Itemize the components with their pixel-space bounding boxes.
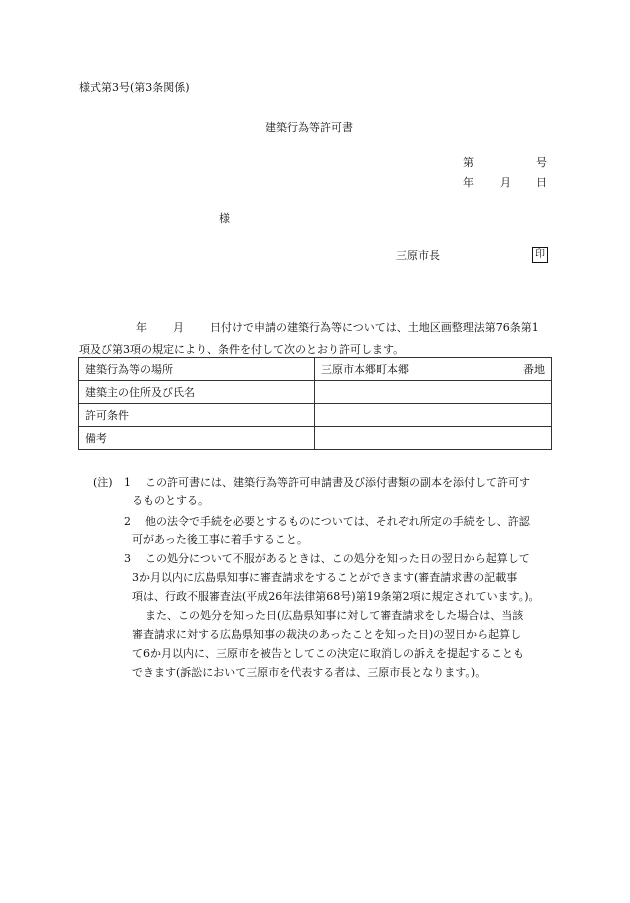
permit-info-table	[78, 357, 552, 450]
row-value	[315, 358, 552, 381]
addressee-honorific: 様	[219, 212, 230, 225]
table-row	[79, 427, 552, 450]
row-value	[315, 381, 552, 404]
issuer-mayor: 三原市長	[396, 249, 440, 262]
row-value	[315, 404, 552, 427]
row-value	[315, 427, 552, 450]
note-line: この処分について不服があるときは、この処分を知った日の翌日から起算して	[145, 552, 530, 565]
body-year-label: 年	[136, 321, 147, 334]
row-label: 建築主の住所及び氏名	[79, 381, 315, 404]
body-month-label: 月	[173, 321, 184, 334]
row-label: 建築行為等の場所	[79, 358, 315, 381]
number-dai-label: 第	[463, 156, 474, 169]
notes-heading: (注)	[93, 476, 113, 489]
number-go-label: 号	[536, 156, 547, 169]
note-number: 3	[124, 552, 131, 565]
table-row	[79, 404, 552, 427]
row-label: 許可条件	[79, 404, 315, 427]
row-label: 備考	[79, 427, 315, 450]
note-number: 1	[124, 476, 131, 489]
location-value: 三原市本郷町本郷	[321, 362, 409, 376]
note-line: 審査請求に対する広島県知事の裁決のあったことを知った日)の翌日から起算し	[132, 628, 522, 641]
note-line: また、この処分を知った日(広島県知事に対して審査請求をした場合は、当該	[145, 609, 524, 622]
date-year-label: 年	[463, 176, 474, 189]
note-line: 項は、行政不服審査法(平成26年法律第68号)第19条第2項に規定されています。)。	[132, 590, 540, 603]
date-month-label: 月	[500, 176, 511, 189]
body-text-line-2: 項及び第3項の規定により、条件を付して次のとおり許可します。	[79, 343, 405, 356]
date-day-label: 日	[536, 176, 547, 189]
body-text-line-1: 日付けで申請の建築行為等については、土地区画整理法第76条第1	[210, 321, 539, 334]
seal-stamp-box: 印	[532, 247, 548, 263]
note-line: できます(訴訟において三原市を代表する者は、三原市長となります。)。	[132, 666, 487, 679]
form-number-label: 様式第3号(第3条関係)	[79, 81, 190, 94]
table-row	[79, 381, 552, 404]
note-line: て6か月以内に、三原市を被告としてこの決定に取消しの訴えを提起することも	[132, 647, 524, 660]
note-line: 可があった後工事に着手すること。	[132, 533, 308, 546]
note-number: 2	[124, 515, 131, 528]
location-suffix: 番地	[523, 362, 545, 376]
note-line: この許可書には、建築行為等許可申請書及び添付書類の副本を添付して許可す	[145, 476, 530, 489]
note-line: 他の法令で手続を必要とするものについては、それぞれ所定の手続をし、許認	[145, 515, 530, 528]
table-row	[79, 358, 552, 381]
note-line: るものとする。	[132, 494, 209, 507]
document-title: 建築行為等許可書	[265, 121, 353, 134]
note-line: 3か月以内に広島県知事に審査請求をすることができます(審査請求書の記載事	[132, 571, 518, 584]
